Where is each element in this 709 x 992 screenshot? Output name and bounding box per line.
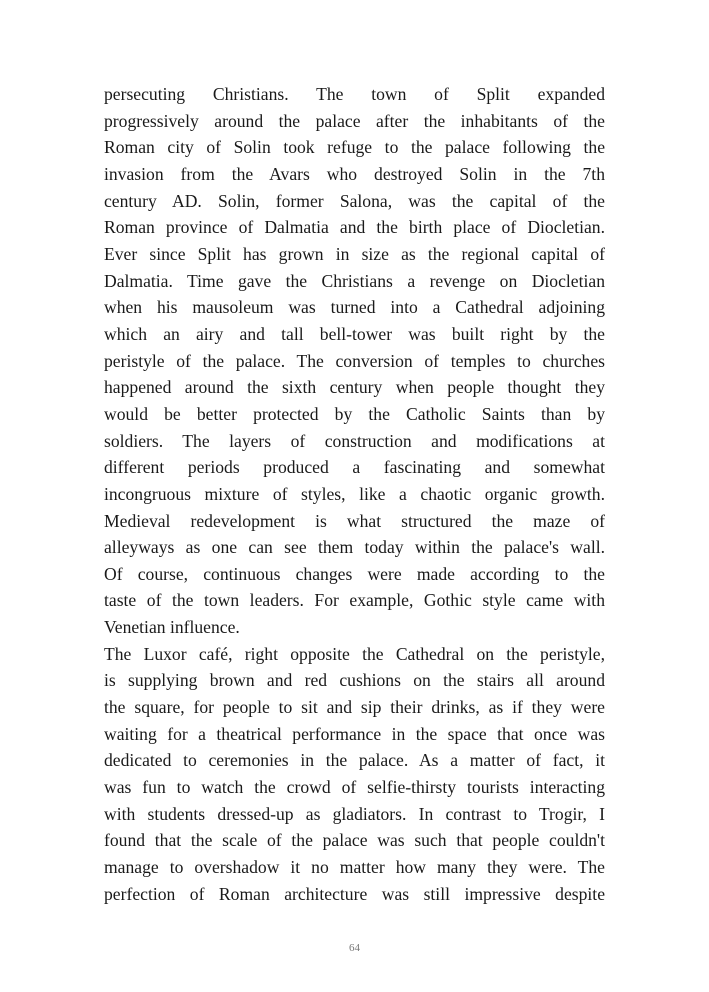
text-line: Roman city of Solin took refuge to the palace following the [104, 137, 605, 158]
text-line: manage to overshadow it no matter how many they were. The [104, 857, 605, 878]
text-line: Medieval redevelopment is what structured the maze of [104, 510, 605, 531]
text-line: invasion from the Avars who destroyed Solin in the 7th [104, 163, 605, 184]
text-line: waiting for a theatrical performance in the space that once was [104, 723, 605, 744]
text-line: incongruous mixture of styles, like a chaotic organic growth. [104, 483, 605, 504]
text-line: soldiers. The layers of construction and modifications at [104, 430, 605, 451]
text-line: would be better protected by the Catholic Saints than by [104, 403, 605, 424]
text-line: taste of the town leaders. For example, Gothic style came with [104, 590, 605, 611]
text-line: alleyways as one can see them today within the palace's wall. [104, 537, 605, 558]
text-line: Dalmatia. Time gave the Christians a revenge on Diocletian [104, 270, 605, 291]
text-line: happened around the sixth century when people thought they [104, 377, 605, 398]
text-line: The Luxor café, right opposite the Cathedral on the peristyle, [104, 643, 605, 664]
text-line: with students dressed-up as gladiators. In contrast to Trogir, I [104, 803, 605, 824]
text-line: which an airy and tall bell-tower was built right by the [104, 323, 605, 344]
text-line: was fun to watch the crowd of selfie-thirsty tourists interacting [104, 777, 605, 798]
body-text [104, 81, 605, 907]
text-line: Venetian influence. [104, 617, 240, 638]
text-line: Of course, continuous changes were made according to the [104, 563, 605, 584]
text-line: dedicated to ceremonies in the palace. As a matter of fact, it [104, 750, 605, 771]
text-line: different periods produced a fascinating and somewhat [104, 457, 605, 478]
text-line: when his mausoleum was turned into a Cathedral adjoining [104, 297, 605, 318]
text-line: found that the scale of the palace was such that people couldn't [104, 830, 605, 851]
page-number: 64 [349, 942, 360, 954]
text-line: peristyle of the palace. The conversion of temples to churches [104, 350, 605, 371]
text-line: progressively around the palace after the inhabitants of the [104, 110, 605, 131]
text-line: Roman province of Dalmatia and the birth place of Diocletian. [104, 217, 605, 238]
paragraph [104, 641, 605, 908]
text-line: Ever since Split has grown in size as the regional capital of [104, 243, 605, 264]
text-line: persecuting Christians. The town of Split expanded [104, 84, 605, 104]
paragraph [104, 81, 605, 641]
text-line: century AD. Solin, former Salona, was the capital of the [104, 190, 605, 211]
text-line: perfection of Roman architecture was still impressive despite [104, 883, 605, 904]
text-line: the square, for people to sit and sip their drinks, as if they were [104, 697, 605, 718]
text-line: is supplying brown and red cushions on the stairs all around [104, 670, 605, 691]
